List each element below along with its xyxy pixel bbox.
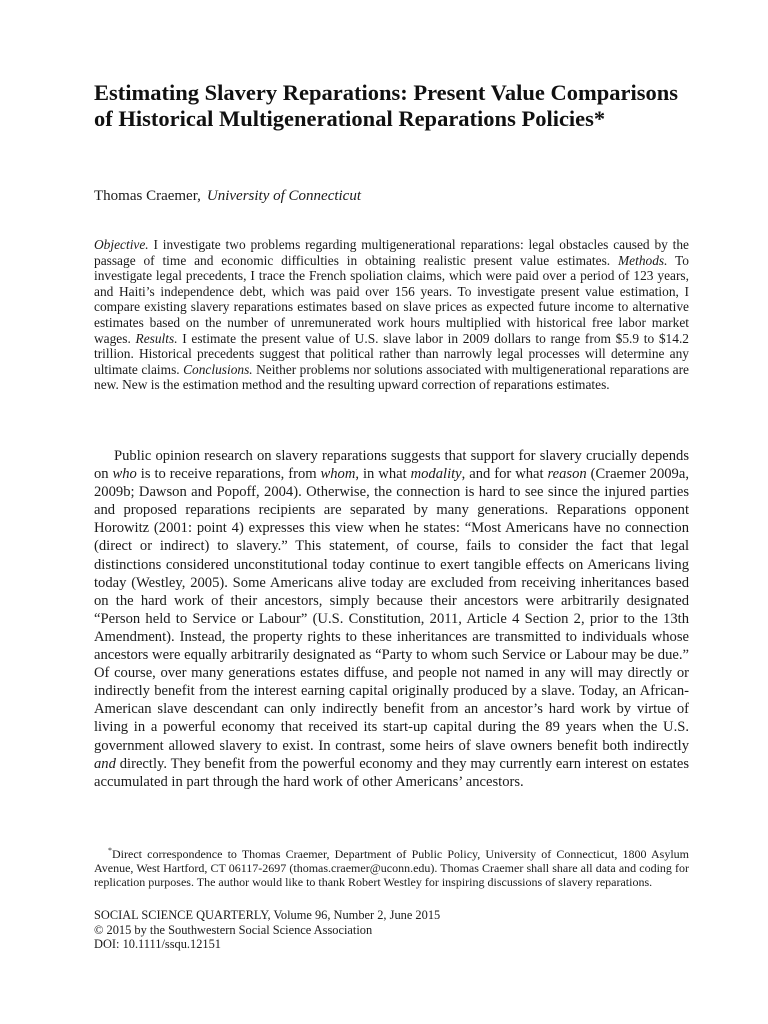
body-emph-reason: reason [547,466,587,483]
body-paragraph [94,447,689,791]
author-name: Thomas Craemer, [94,188,201,204]
body-emph-modality: modality [410,466,462,483]
abstract-results-text: I estimate the present value of U.S. slave labor in 2009 dollars to range from $5.9 to $14.2 trillion. Historical precedents suggest that political rather than narrowly legal processes will determine any ultimate claims. [94,330,689,377]
author-line [94,186,361,206]
body-emph-who: who [112,466,137,483]
abstract-objective-label: Objective. [94,237,149,252]
footnote [94,844,689,889]
author-affiliation: University of Connecticut [206,188,362,204]
article-title: Estimating Slavery Reparations: Present Value Comparisons of Historical Multigenerational Reparations Policies* [94,80,678,131]
body-text-b: is to receive reparations, from [136,466,321,483]
abstract-methods-label: Methods. [618,252,668,268]
abstract-methods-text: To investigate legal precedents, I trace the French spoliation claims, which were paid over a period of 123 years, and Haiti’s independence debt, which was paid over 156 years. To investigate present value estimation, I compare existing slavery reparations estimates based on slave prices as expected future income to alternative estimates based on the number of unremunerated work hours multiplied with historical free labor market wages. [94,252,690,346]
body-text-f: directly. They benefit from the powerful economy and they may currently earn interest on estates accumulated in part through the hard work of other Americans’ ancestors. [94,755,689,790]
journal-copyright: © 2015 by the Southwestern Social Science Association [94,922,373,937]
abstract [94,237,689,393]
footnote-text: Direct correspondence to Thomas Craemer, Department of Public Policy, University of Connecticut, 1800 Asylum Avenue, West Hartford, CT 06117-2697 (thomas.craemer@uconn.edu). Thomas Craemer shall share all data and coding for replication purposes. The author would like to thank Robert Westley for inspiring discussions of slavery reparations. [94,847,689,889]
body-text-a: Public opinion research on slavery reparations suggests that support for slavery crucially depends on [94,448,689,483]
body-emph-and: and [94,755,116,772]
body-emph-whom: whom [320,466,356,483]
journal-citation: SOCIAL SCIENCE QUARTERLY, Volume 96, Number 2, June 2015 [94,908,441,922]
journal-doi: DOI: 10.1111/ssqu.12151 [94,937,222,952]
journal-info [94,908,494,952]
abstract-results-label: Results. [135,330,178,346]
body-text-d: , and for what [461,466,548,483]
abstract-objective-text: I investigate two problems regarding multigenerational reparations: legal obstacles caused by the passage of time and economic difficulties in obtaining realistic present value estimates. [94,237,689,268]
footnote-marker: * [108,846,112,855]
abstract-conclusions-text: Neither problems nor solutions associated with multigenerational reparations are new. New is the estimation method and the resulting upward correction of reparations estimates. [94,361,689,393]
body-text-e: (Craemer 2009a, 2009b; Dawson and Popoff, 2004). Otherwise, the connection is hard to see since the injured parties and proposed reparations recipients are separated by many generations. Reparations opponent Horowitz (2001: point 4) expresses this view when he states: “Most Americans have no connection (direct or indirect) to slavery.” This statement, of course, fails to consider the fact that legal distinctions considered unconstitutional today continue to exert tangible effects on Americans living today (Westley, 2005). Some Americans alive today are excluded from receiving inheritances based on the hard work of their ancestors, simply because their ancestors were arbitrarily designated “Person held to Service or Labour” (U.S. Constitution, 2011, Article 4 Section 2, prior to the 13th Amendment). Instead, the property rights to these inheritances are transmitted to individuals whose ancestors were equally arbitrarily designated as “Party to whom such Service or Labour may be due.” Of course, over many generations estates diffuse, and people not named in any will may directly or indirectly benefit from the interest earning capital originally produced by a slave. Today, an African-American slave descendant can only indirectly benefit from an ancestor’s hard work by virtue of living in a powerful economy that received its start-up capital during the 89 years when the U.S. government allowed slavery to exist. In contrast, some heirs of slave owners benefit both indirectly [94,466,689,754]
body-text-c: , in what [355,466,411,483]
abstract-conclusions-label: Conclusions. [183,361,253,377]
